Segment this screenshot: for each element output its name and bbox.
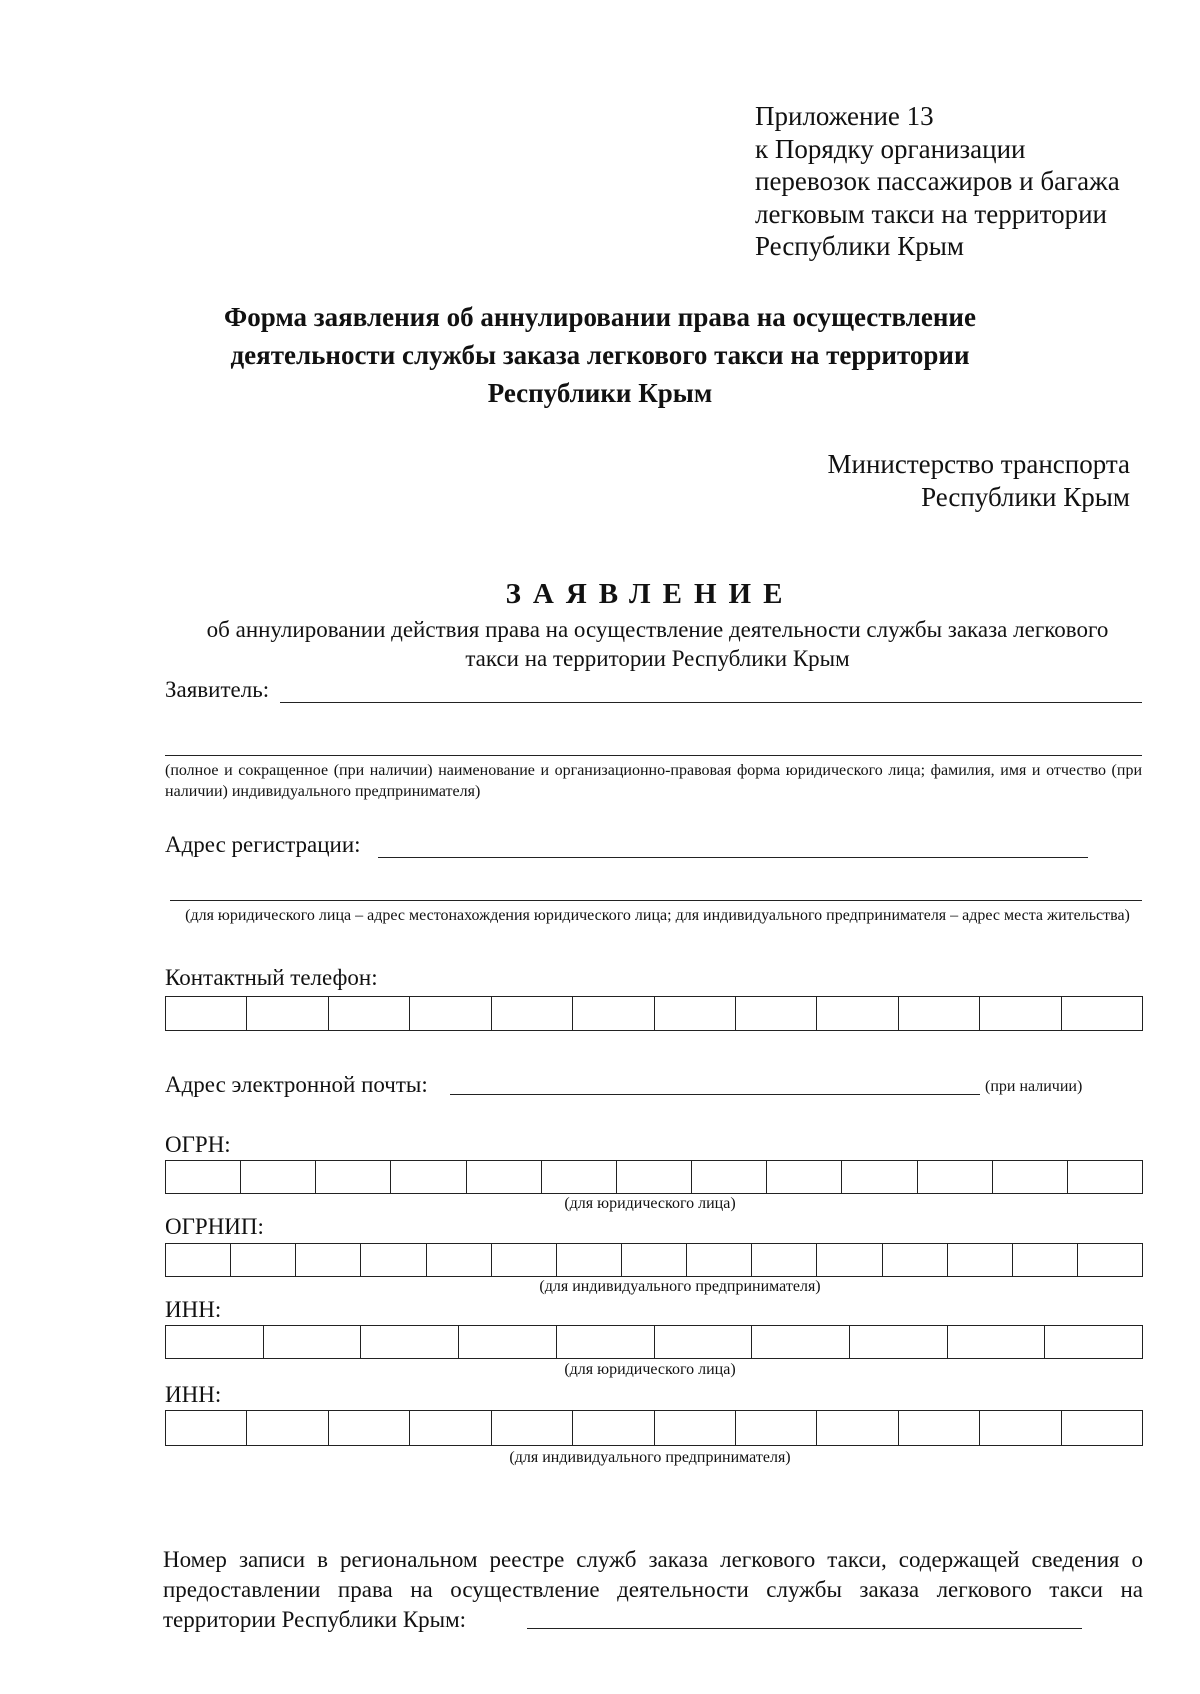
- inn-legal-grid[interactable]: [165, 1325, 1143, 1359]
- registry-entry-label: Номер записи в региональном реестре служб заказа легкового такси, содержащей сведения о предоставлении права на осуществление деятельности службы заказа легкового такси на территории Республики Крым:: [163, 1547, 1143, 1632]
- input-cell[interactable]: [752, 1244, 817, 1276]
- registry-entry-text: [163, 1545, 1143, 1635]
- applicant-note: (полное и сокращенное (при наличии) наименование и организационно-правовая форма юридического лица; фамилия, имя и отчество (при наличии) индивидуального предпринимателя): [165, 762, 1142, 800]
- input-cell[interactable]: [980, 1411, 1061, 1445]
- input-cell[interactable]: [948, 1244, 1013, 1276]
- input-cell[interactable]: [980, 997, 1061, 1030]
- appendix-line: Приложение 13: [755, 101, 934, 131]
- input-cell[interactable]: [692, 1161, 767, 1193]
- input-cell[interactable]: [948, 1326, 1046, 1358]
- inn-legal-label: ИНН:: [165, 1297, 222, 1322]
- registration-address-note: (для юридического лица – адрес местонахождения юридического лица; для индивидуального предпринимателя – адрес места жительства): [185, 907, 1130, 924]
- input-cell[interactable]: [1045, 1326, 1142, 1358]
- addressee: [828, 448, 1130, 514]
- input-cell[interactable]: [1062, 1411, 1142, 1445]
- email-field-line[interactable]: [450, 1094, 980, 1095]
- input-cell[interactable]: [993, 1161, 1068, 1193]
- input-cell[interactable]: [492, 1411, 573, 1445]
- input-cell[interactable]: [817, 997, 898, 1030]
- document-subtitle: [165, 615, 1150, 673]
- input-cell[interactable]: [622, 1244, 687, 1276]
- registry-entry-field-line[interactable]: [527, 1628, 1082, 1629]
- input-cell[interactable]: [736, 997, 817, 1030]
- input-cell[interactable]: [166, 1326, 264, 1358]
- input-cell[interactable]: [883, 1244, 948, 1276]
- ogrnip-note: (для индивидуального предпринимателя): [539, 1278, 821, 1295]
- input-cell[interactable]: [752, 1326, 850, 1358]
- inn-individual-note: (для индивидуального предпринимателя): [509, 1449, 791, 1466]
- phone-grid[interactable]: [165, 996, 1143, 1031]
- ogrn-note: (для юридического лица): [564, 1195, 736, 1212]
- email-suffix: (при наличии): [985, 1078, 1083, 1095]
- input-cell[interactable]: [467, 1161, 542, 1193]
- input-cell[interactable]: [899, 997, 980, 1030]
- appendix-line: Республики Крым: [755, 231, 964, 261]
- input-cell[interactable]: [542, 1161, 617, 1193]
- input-cell[interactable]: [1062, 997, 1142, 1030]
- input-cell[interactable]: [329, 1411, 410, 1445]
- input-cell[interactable]: [736, 1411, 817, 1445]
- document-title: ЗАЯВЛЕНИЕ: [505, 578, 795, 610]
- input-cell[interactable]: [557, 1244, 622, 1276]
- input-cell[interactable]: [842, 1161, 917, 1193]
- input-cell[interactable]: [241, 1161, 316, 1193]
- input-cell[interactable]: [655, 997, 736, 1030]
- addressee-line: Республики Крым: [921, 482, 1130, 512]
- appendix-line: легковым такси на территории: [755, 198, 1108, 229]
- ogrn-grid[interactable]: [165, 1160, 1143, 1194]
- input-cell[interactable]: [264, 1326, 362, 1358]
- subtitle-line: об аннулировании действия права на осуществление деятельности службы заказа легкового: [206, 617, 1109, 642]
- ogrnip-grid[interactable]: [165, 1243, 1143, 1277]
- input-cell[interactable]: [1078, 1244, 1142, 1276]
- applicant-label: Заявитель:: [165, 677, 270, 702]
- input-cell[interactable]: [899, 1411, 980, 1445]
- input-cell[interactable]: [410, 1411, 491, 1445]
- input-cell[interactable]: [617, 1161, 692, 1193]
- appendix-line: перевозок пассажиров и багажа: [755, 166, 1120, 196]
- registration-address-field-line[interactable]: [378, 857, 1088, 858]
- input-cell[interactable]: [296, 1244, 361, 1276]
- input-cell[interactable]: [459, 1326, 557, 1358]
- subtitle-line: такси на территории Республики Крым: [465, 646, 850, 671]
- appendix-line: к Порядку организации: [755, 133, 1026, 164]
- input-cell[interactable]: [573, 1411, 654, 1445]
- form-title-line: Республики Крым: [487, 378, 713, 408]
- input-cell[interactable]: [166, 997, 247, 1030]
- input-cell[interactable]: [557, 1326, 655, 1358]
- phone-label: Контактный телефон:: [165, 965, 378, 990]
- input-cell[interactable]: [166, 1244, 231, 1276]
- form-title-line: деятельности службы заказа легкового такси на территории: [230, 340, 970, 370]
- inn-legal-note: (для юридического лица): [564, 1361, 736, 1378]
- input-cell[interactable]: [767, 1161, 842, 1193]
- input-cell[interactable]: [166, 1411, 247, 1445]
- input-cell[interactable]: [247, 1411, 328, 1445]
- appendix-header: [755, 100, 1120, 263]
- form-title: [150, 298, 1050, 412]
- addressee-line: Министерство транспорта: [827, 449, 1130, 479]
- applicant-field-line[interactable]: [280, 702, 1142, 703]
- applicant-field-line-2[interactable]: [165, 755, 1142, 756]
- input-cell[interactable]: [492, 1244, 557, 1276]
- form-title-line: Форма заявления об аннулировании права на осуществление: [224, 302, 976, 332]
- input-cell[interactable]: [817, 1244, 882, 1276]
- registration-address-label: Адрес регистрации:: [165, 832, 361, 857]
- input-cell[interactable]: [817, 1411, 898, 1445]
- input-cell[interactable]: [655, 1326, 753, 1358]
- input-cell[interactable]: [391, 1161, 466, 1193]
- input-cell[interactable]: [1013, 1244, 1078, 1276]
- input-cell[interactable]: [329, 997, 410, 1030]
- input-cell[interactable]: [492, 997, 573, 1030]
- ogrnip-label: ОГРНИП:: [165, 1214, 264, 1239]
- input-cell[interactable]: [247, 997, 328, 1030]
- ogrn-label: ОГРН:: [165, 1132, 231, 1157]
- input-cell[interactable]: [1068, 1161, 1142, 1193]
- input-cell[interactable]: [166, 1161, 241, 1193]
- input-cell[interactable]: [687, 1244, 752, 1276]
- registration-address-field-line-2[interactable]: [170, 900, 1142, 901]
- input-cell[interactable]: [410, 997, 491, 1030]
- inn-individual-label: ИНН:: [165, 1382, 222, 1407]
- input-cell[interactable]: [918, 1161, 993, 1193]
- input-cell[interactable]: [655, 1411, 736, 1445]
- input-cell[interactable]: [361, 1244, 426, 1276]
- email-label: Адрес электронной почты:: [165, 1072, 428, 1097]
- inn-individual-grid[interactable]: [165, 1410, 1143, 1446]
- input-cell[interactable]: [316, 1161, 391, 1193]
- input-cell[interactable]: [361, 1326, 459, 1358]
- input-cell[interactable]: [573, 997, 654, 1030]
- input-cell[interactable]: [850, 1326, 948, 1358]
- input-cell[interactable]: [427, 1244, 492, 1276]
- input-cell[interactable]: [231, 1244, 296, 1276]
